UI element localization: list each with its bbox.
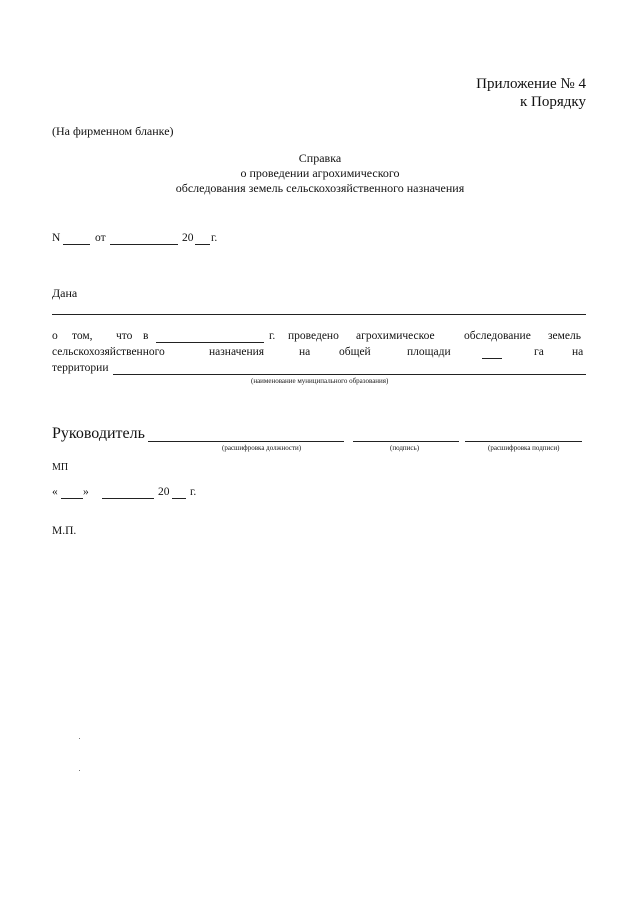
scan-speck xyxy=(79,770,80,771)
row2-word: площади xyxy=(407,346,451,358)
row1-word: проведено xyxy=(288,330,339,342)
ref-number-blank[interactable] xyxy=(63,244,90,245)
row2-word: на xyxy=(572,346,584,358)
appendix-reference: к Порядку xyxy=(520,94,586,110)
appendix-number: Приложение № 4 xyxy=(476,76,586,92)
ref-year-label: 20 xyxy=(182,232,194,244)
year-blank[interactable] xyxy=(172,498,186,499)
signature-blank[interactable] xyxy=(353,441,459,442)
sign-caption: (подпись) xyxy=(390,444,420,452)
row1-word: в xyxy=(143,330,149,342)
letterhead-note: (На фирменном бланке) xyxy=(52,124,174,138)
stamp-label-top: МП xyxy=(52,462,69,473)
row1-word: земель xyxy=(548,330,582,342)
row1-word: г. xyxy=(269,330,276,342)
title-line-3: обследования земель сельскохозяйственного назначения xyxy=(175,181,465,195)
title-line-1: Справка xyxy=(298,151,342,165)
row1-word: обследование xyxy=(464,330,531,342)
ref-n-label: N xyxy=(52,232,61,244)
position-caption: (расшифровка должности) xyxy=(222,444,302,452)
row2-word: назначения xyxy=(209,346,265,358)
row2-word: общей xyxy=(339,346,371,358)
municipality-caption: (наименование муниципального образования) xyxy=(251,377,389,385)
row2-word: га xyxy=(534,346,544,358)
stamp-label-bottom: М.П. xyxy=(52,525,77,537)
row2-word: на xyxy=(299,346,311,358)
given-label: Дана xyxy=(52,286,78,300)
ref-g-label: г. xyxy=(211,232,218,244)
ref-date-blank[interactable] xyxy=(110,244,178,245)
recipient-blank[interactable] xyxy=(52,314,586,315)
month-blank[interactable] xyxy=(102,498,154,499)
day-blank[interactable] xyxy=(61,498,83,499)
row2-word: сельскохозяйственного xyxy=(52,346,165,358)
scan-speck xyxy=(79,738,80,739)
position-blank[interactable] xyxy=(148,441,344,442)
row1-word: агрохимическое xyxy=(356,330,435,342)
row1-word: том, xyxy=(72,330,93,342)
territory-blank[interactable] xyxy=(113,374,586,375)
row1-word: о xyxy=(52,330,58,342)
area-blank[interactable] xyxy=(482,358,502,359)
territory-label: территории xyxy=(52,362,109,374)
ref-year-blank[interactable] xyxy=(195,244,210,245)
open-quote: « xyxy=(52,486,58,498)
name-caption: (расшифровка подписи) xyxy=(488,444,560,452)
close-quote: » xyxy=(83,486,89,498)
title-line-2: о проведении агрохимического xyxy=(240,166,400,180)
location-blank[interactable] xyxy=(156,342,264,343)
ref-ot-label: от xyxy=(95,232,106,244)
row1-word: что xyxy=(116,330,133,342)
name-blank[interactable] xyxy=(465,441,582,442)
document-title xyxy=(0,151,640,196)
head-label: Руководитель xyxy=(52,425,145,442)
year-prefix: 20 xyxy=(158,486,170,498)
year-g: г. xyxy=(190,486,197,498)
